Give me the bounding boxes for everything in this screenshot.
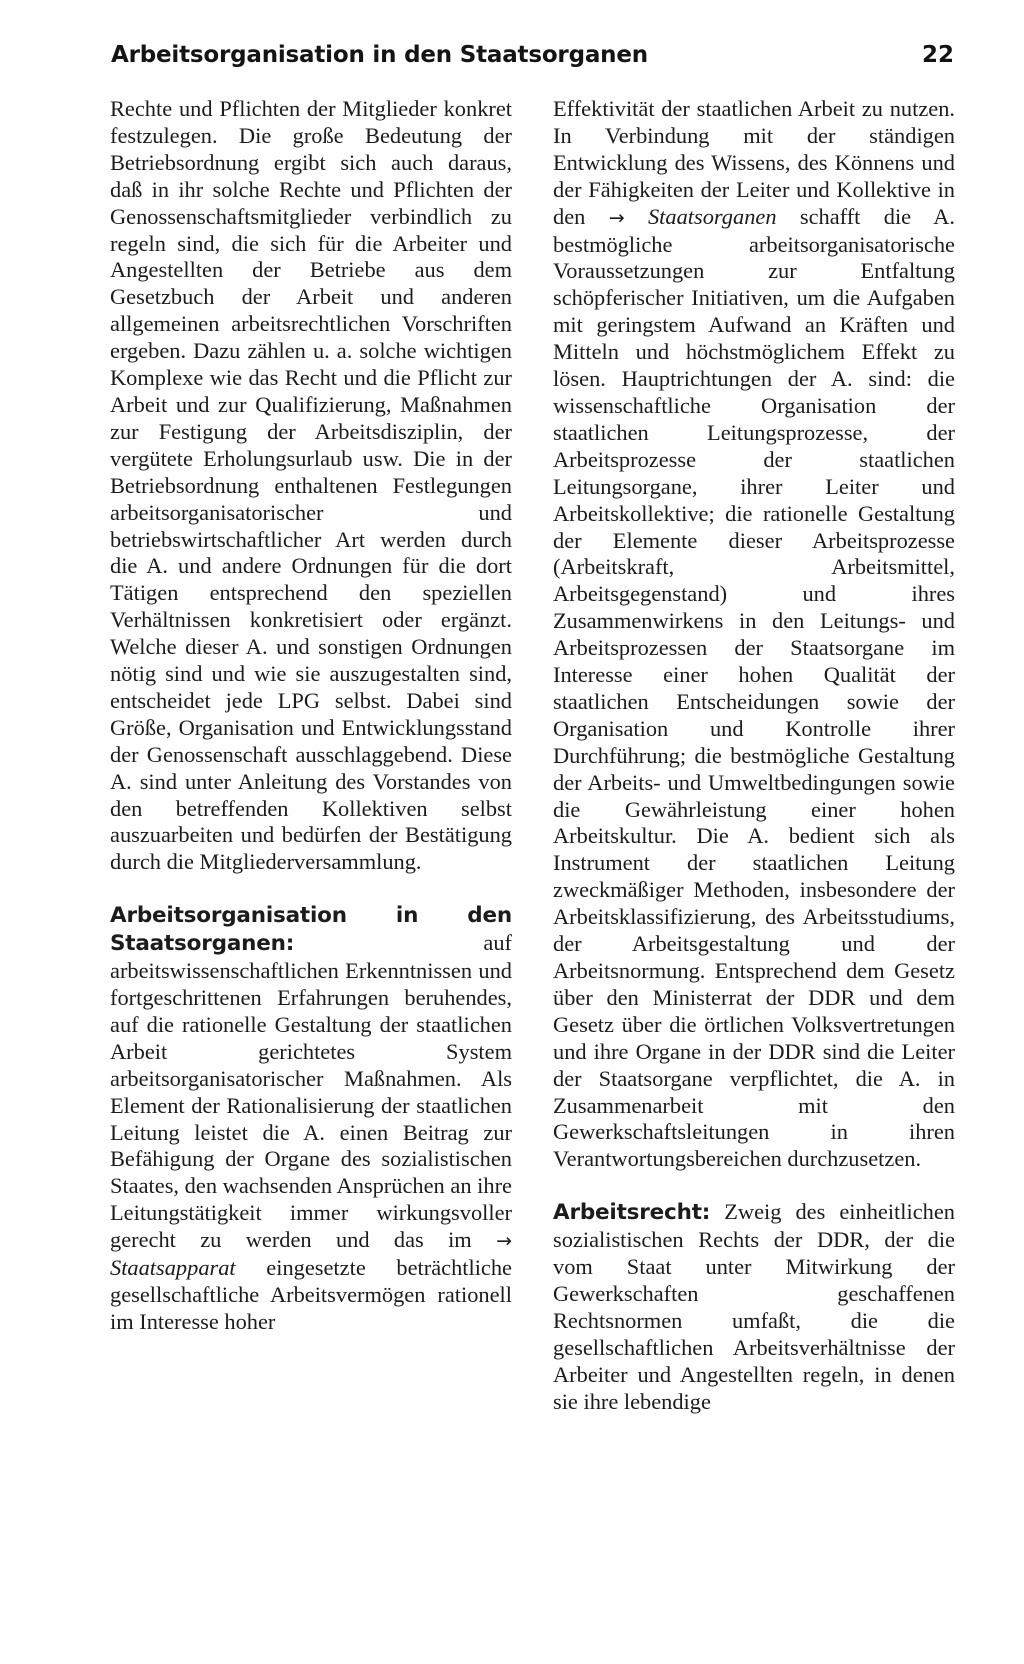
continuation-paragraph: Rechte und Pflichten der Mitglieder konkret festzulegen. Die große Bedeutung der Betriebsordnung ergibt sich auch daraus, daß in ihr solche Rechte und Pflichten der Genossenschaftsmitglieder verbindlich zu regeln sind, die sich für die Arbeiter und Angestellten der Betriebe aus dem Gesetzbuch der Arbeit und anderen allgemeinen arbeitsrechtlichen Vorschriften ergeben. Dazu zählen u. a. solche wichtigen Komplexe wie das Recht und die Pflicht zur Arbeit und zur Qualifizierung, Maßnahmen zur Festigung der Arbeitsdisziplin, der vergütete Erholungsurlaub usw. Die in der Betriebsordnung enthaltenen Festlegungen arbeitsorganisatorischer und betriebswirtschaftlicher Art werden durch die A. und andere Ordnungen für die dort Tätigen entsprechend den speziellen Verhältnissen konkretisiert oder ergänzt. Welche dieser A. und sonstigen Ordnungen nötig sind und wie sie auszugestalten sind, entscheidet jede LPG selbst. Dabei sind Größe, Organisation und Entwicklungsstand der Genossenschaft ausschlaggebend. Diese A. sind unter Anleitung des Vorstandes von den betreffenden Kollektiven selbst auszuarbeiten und bedürfen der Bestätigung durch die Mitgliederversammlung. xyxy=(110,96,512,875)
cross-reference-arrow-icon: → xyxy=(608,206,625,229)
dictionary-entry-arbeitsorganisation-staatsorganen xyxy=(110,902,512,1336)
entry-text: Effektivität der staatlichen Arbeit zu nutzen. In Verbindung mit der ständigen Entwicklung des Wissens, des Könnens und der Fähigkeiten der Leiter und Kollektive in den xyxy=(553,96,955,229)
entry-text: Zweig des einheitlichen sozialistischen Rechts der DDR, der die vom Staat unter Mitwirkung der Gewerkschaften geschaffenen Rechtsnormen umfaßt, die die gesellschaftlichen Arbeitsverhältnisse der Arbeiter und Angestellten regeln, in denen sie ihre lebendige xyxy=(553,1199,955,1414)
page-number: 22 xyxy=(921,42,954,68)
cross-reference-staatsapparat: Staatsapparat xyxy=(110,1255,236,1281)
entry-continuation-paragraph xyxy=(553,96,955,1173)
cross-reference-arrow-icon: → xyxy=(496,1230,512,1253)
entry-text: auf arbeitswissenschaftlichen Erkenntnissen und fortgeschrittenen Erfahrungen beruhendes, auf die rationelle Gestaltung der staatlichen Arbeit gerichtetes System arbeitsorganisatorischer Maßnahmen. Als Element der Rationalisierung der staatlichen Leitung leistet die A. einen Beitrag zur Befähigung der Organe des sozialistischen Staates, den wachsenden Ansprüchen an ihre Leitungstätigkeit immer wirkungsvoller gerecht zu werden und das im xyxy=(110,930,512,1253)
entry-text-continued: schafft die A. bestmögliche arbeitsorganisatorische Voraussetzungen zur Entfaltung schöpferischer Initiativen, um die Aufgaben mit geringstem Aufwand an Kräften und Mitteln und höchstmöglichem Effekt zu lösen. Hauptrichtungen der A. sind: die wissenschaftliche Organisation der staatlichen Leitungsprozesse, der Arbeitsprozesse der staatlichen Leitungsorgane, ihrer Leiter und Arbeitskollektive; die rationelle Gestaltung der Elemente dieser Arbeitsprozesse (Arbeitskraft, Arbeitsmittel, Arbeitsgegenstand) und ihres Zusammenwirkens in den Leitungs- und Arbeitsprozessen der Staatsorgane im Interesse einer hohen Qualität der staatlichen Entscheidungen sowie der Organisation und Kontrolle ihrer Durchführung; die bestmögliche Gestaltung der Arbeits- und Umweltbedingungen sowie die Gewährleistung einer hohen Arbeitskultur. Die A. bedient sich als Instrument der staatlichen Leitung zweckmäßiger Methoden, insbesondere der Arbeitsklassifizierung, des Arbeitsstudiums, der Arbeitsgestaltung und der Arbeitsnormung. Entsprechend dem Gesetz über den Ministerrat der DDR und dem Gesetz über die örtlichen Volksvertretungen und ihre Organe in der DDR sind die Leiter der Staatsorgane verpflichtet, die A. in Zusammenarbeit mit den Gewerkschaftsleitungen in ihren Verantwortungsbereichen durchzusetzen. xyxy=(553,203,955,1172)
left-column xyxy=(110,96,512,1336)
cross-reference-staatsorganen: Staatsorganen xyxy=(647,203,777,229)
running-head-title: Arbeitsorganisation in den Staatsorganen xyxy=(111,42,648,68)
dictionary-entry-arbeitsrecht xyxy=(553,1199,955,1415)
entry-headword: Arbeitsrecht: xyxy=(553,1200,711,1226)
entry-text-continued: eingesetzte beträchtliche gesellschaftliche Arbeitsvermögen rationell im Interesse hoher xyxy=(110,1255,512,1334)
right-column xyxy=(553,96,955,1416)
entry-headword: Arbeitsorganisation in den Staatsorganen: xyxy=(110,903,512,957)
